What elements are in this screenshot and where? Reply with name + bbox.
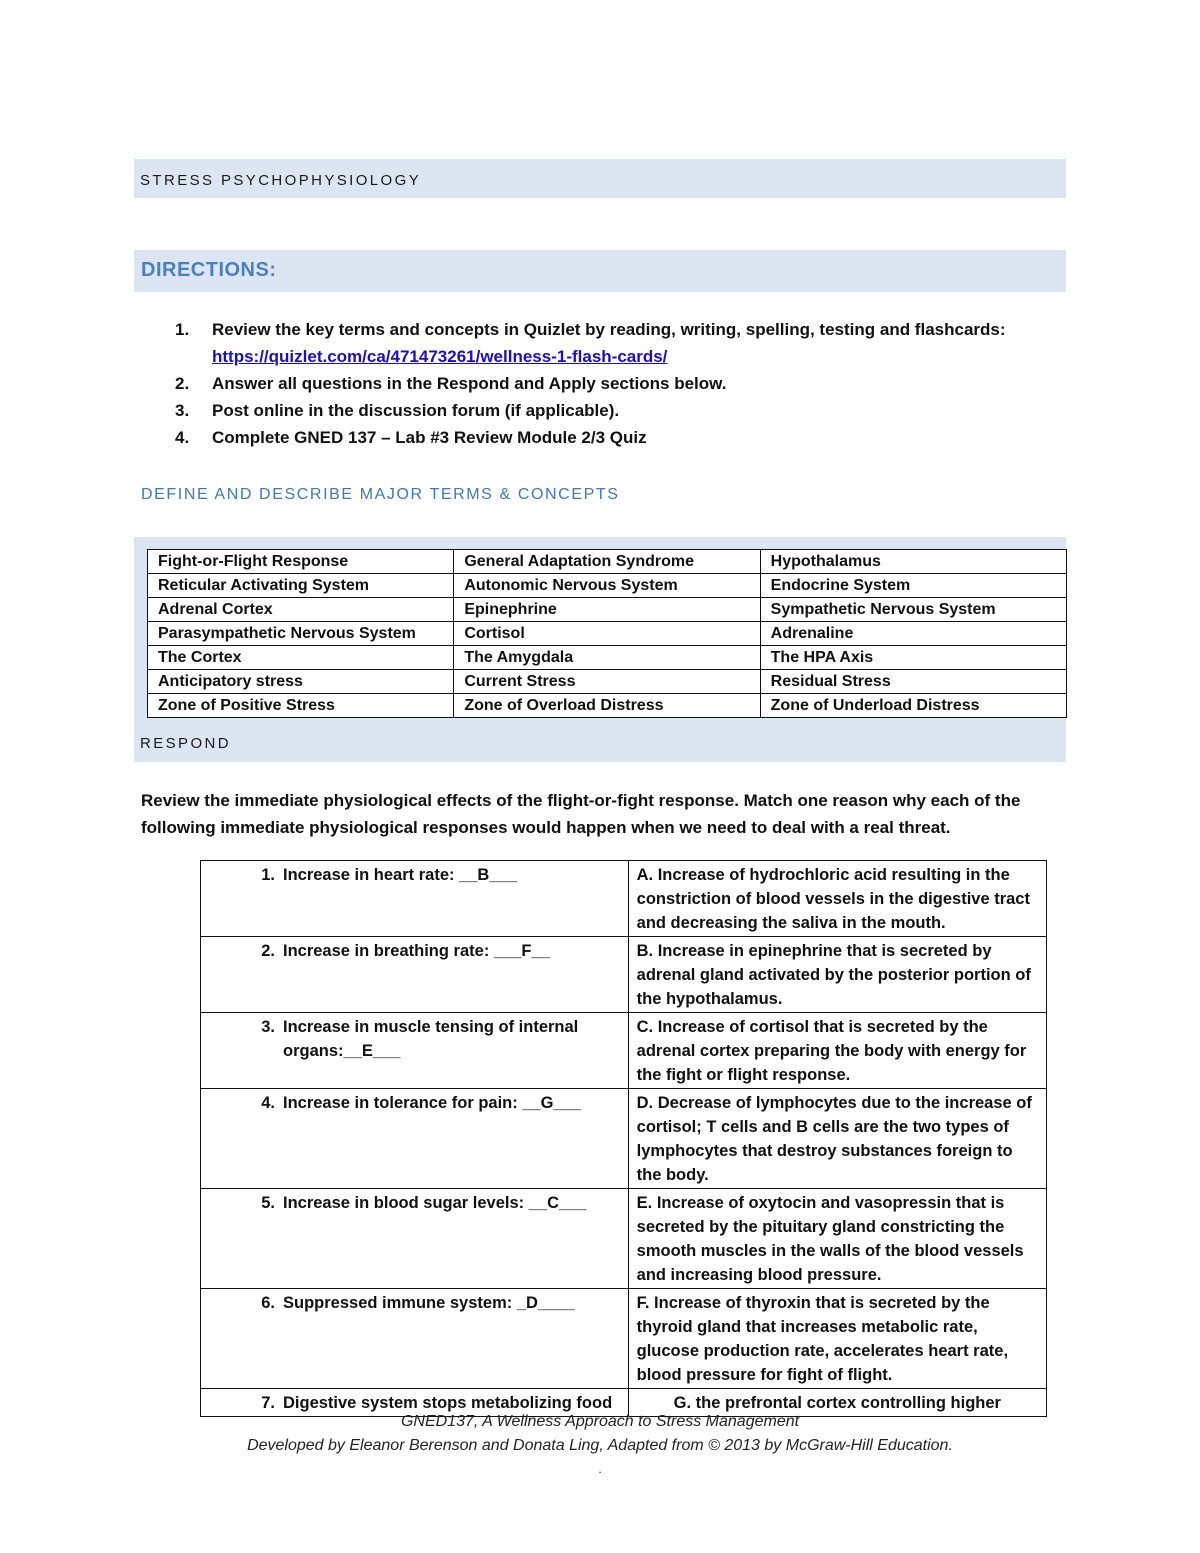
question-text: Increase in breathing rate: ___F__ [283,942,550,960]
term-cell: Epinephrine [454,598,760,622]
term-cell: Zone of Positive Stress [148,694,454,718]
directions-heading: DIRECTIONS: [141,259,277,281]
table-row [148,646,1067,670]
table-row [148,694,1067,718]
directions-item: 1. Review the key terms and concepts in Quizlet by reading, writing, spelling, testing and flashcards: https://quizlet.com/ca/471473261/wellness-1-flash-cards/ [175,320,1006,366]
term-cell: Adrenaline [760,622,1066,646]
answer-text: G. the prefrontal cortex controlling higher [628,1389,1046,1417]
directions-item-text: Complete GNED 137 – Lab #3 Review Module 2/3 Quiz [212,428,647,447]
directions-item: 4. Complete GNED 137 – Lab #3 Review Module 2/3 Quiz [175,428,647,447]
term-cell: Current Stress [454,670,760,694]
directions-item: 3. Post online in the discussion forum (if applicable). [175,401,620,420]
term-cell: Sympathetic Nervous System [760,598,1066,622]
question-text: Suppressed immune system: _D____ [283,1294,575,1312]
define-heading: DEFINE AND DESCRIBE MAJOR TERMS & CONCEPTS [141,486,620,503]
question-text: Increase in blood sugar levels: __C___ [283,1194,587,1212]
term-cell: Reticular Activating System [148,574,454,598]
answer-text: E. Increase of oxytocin and vasopressin that is secreted by the pituitary gland constricting the smooth muscles in the walls of the blood vessels and increasing blood pressure. [628,1189,1046,1289]
table-row [148,550,1067,574]
terms-table [147,549,1067,718]
page-title: STRESS PSYCHOPHYSIOLOGY [140,172,422,189]
table-row [148,670,1067,694]
term-cell: Parasympathetic Nervous System [148,622,454,646]
directions-list [140,316,1020,451]
answer-text: C. Increase of cortisol that is secreted by the adrenal cortex preparing the body with energy for the fight or flight response. [628,1013,1046,1089]
term-cell: Cortisol [454,622,760,646]
footer-line-1: GNED137, A Wellness Approach to Stress Management [400,1413,800,1430]
question-text: Increase in heart rate: __B___ [283,866,517,884]
answer-text: F. Increase of thyroxin that is secreted by the thyroid gland that increases metabolic rate, glucose production rate, accelerates heart rate, blood pressure for fight of flight. [628,1289,1046,1389]
term-cell: The HPA Axis [760,646,1066,670]
table-row: 5. Increase in blood sugar levels: __C___ E. Increase of oxytocin and vasopressin that is secreted by the pituitary gland constricting the smooth muscles in the walls of the blood vessels and increasing blood pressure. [201,1189,1047,1289]
table-row [148,622,1067,646]
table-row: 2. Increase in breathing rate: ___F__ B. Increase in epinephrine that is secreted by adrenal gland activated by the posterior portion of the hypothalamus. [201,937,1047,1013]
term-cell: Autonomic Nervous System [454,574,760,598]
term-cell: Endocrine System [760,574,1066,598]
question-text: Digestive system stops metabolizing food [283,1394,613,1412]
table-row: 1. Increase in heart rate: __B___ A. Increase of hydrochloric acid resulting in the constriction of blood vessels in the digestive tract and decreasing the saliva in the mouth. [201,861,1047,937]
term-cell: Zone of Overload Distress [454,694,760,718]
term-cell: Adrenal Cortex [148,598,454,622]
matching-table [200,860,1047,1417]
respond-heading: RESPOND [140,735,231,752]
quizlet-link[interactable]: https://quizlet.com/ca/471473261/wellness-1-flash-cards/ [212,347,668,366]
page-mark: . [598,1462,602,1476]
directions-item-text: Post online in the discussion forum (if applicable). [212,401,620,420]
directions-item-text: Answer all questions in the Respond and Apply sections below. [212,374,727,393]
term-cell: General Adaptation Syndrome [454,550,760,574]
table-row: 4. Increase in tolerance for pain: __G___ D. Decrease of lymphocytes due to the increase of cortisol; T cells and B cells are the two types of lymphocytes that destroy substances foreign to the body. [201,1089,1047,1189]
table-row: 3. Increase in muscle tensing of internal organs:__E___ C. Increase of cortisol that is secreted by the adrenal cortex preparing the body with energy for the fight or flight response. [201,1013,1047,1089]
answer-text: D. Decrease of lymphocytes due to the increase of cortisol; T cells and B cells are the two types of lymphocytes that destroy substances foreign to the body. [628,1089,1046,1189]
directions-item-text: Review the key terms and concepts in Quizlet by reading, writing, spelling, testing and flashcards: [212,320,1006,339]
table-row: 6. Suppressed immune system: _D____ F. Increase of thyroxin that is secreted by the thyroid gland that increases metabolic rate, glucose production rate, accelerates heart rate, blood pressure for fight of flight. [201,1289,1047,1389]
question-text: Increase in muscle tensing of internal organs:__E___ [283,1018,579,1060]
respond-intro: Review the immediate physiological effects of the flight-or-fight response. Match one reason why each of the following immediate physiological responses would happen when we need to deal with a real threat. [141,791,1021,837]
table-row [148,574,1067,598]
answer-text: B. Increase in epinephrine that is secreted by adrenal gland activated by the posterior portion of the hypothalamus. [628,937,1046,1013]
term-cell: Residual Stress [760,670,1066,694]
term-cell: The Amygdala [454,646,760,670]
term-cell: Fight-or-Flight Response [148,550,454,574]
term-cell: Hypothalamus [760,550,1066,574]
directions-item: 2. Answer all questions in the Respond and Apply sections below. [175,374,727,393]
table-row [148,598,1067,622]
table-row: 7. Digestive system stops metabolizing food G. the prefrontal cortex controlling higher [201,1389,1047,1417]
term-cell: The Cortex [148,646,454,670]
term-cell: Zone of Underload Distress [760,694,1066,718]
term-cell: Anticipatory stress [148,670,454,694]
question-text: Increase in tolerance for pain: __G___ [283,1094,582,1112]
footer-line-2: Developed by Eleanor Berenson and Donata Ling, Adapted from © 2013 by McGraw-Hill Education. [247,1437,953,1454]
answer-text: A. Increase of hydrochloric acid resulting in the constriction of blood vessels in the digestive tract and decreasing the saliva in the mouth. [628,861,1046,937]
